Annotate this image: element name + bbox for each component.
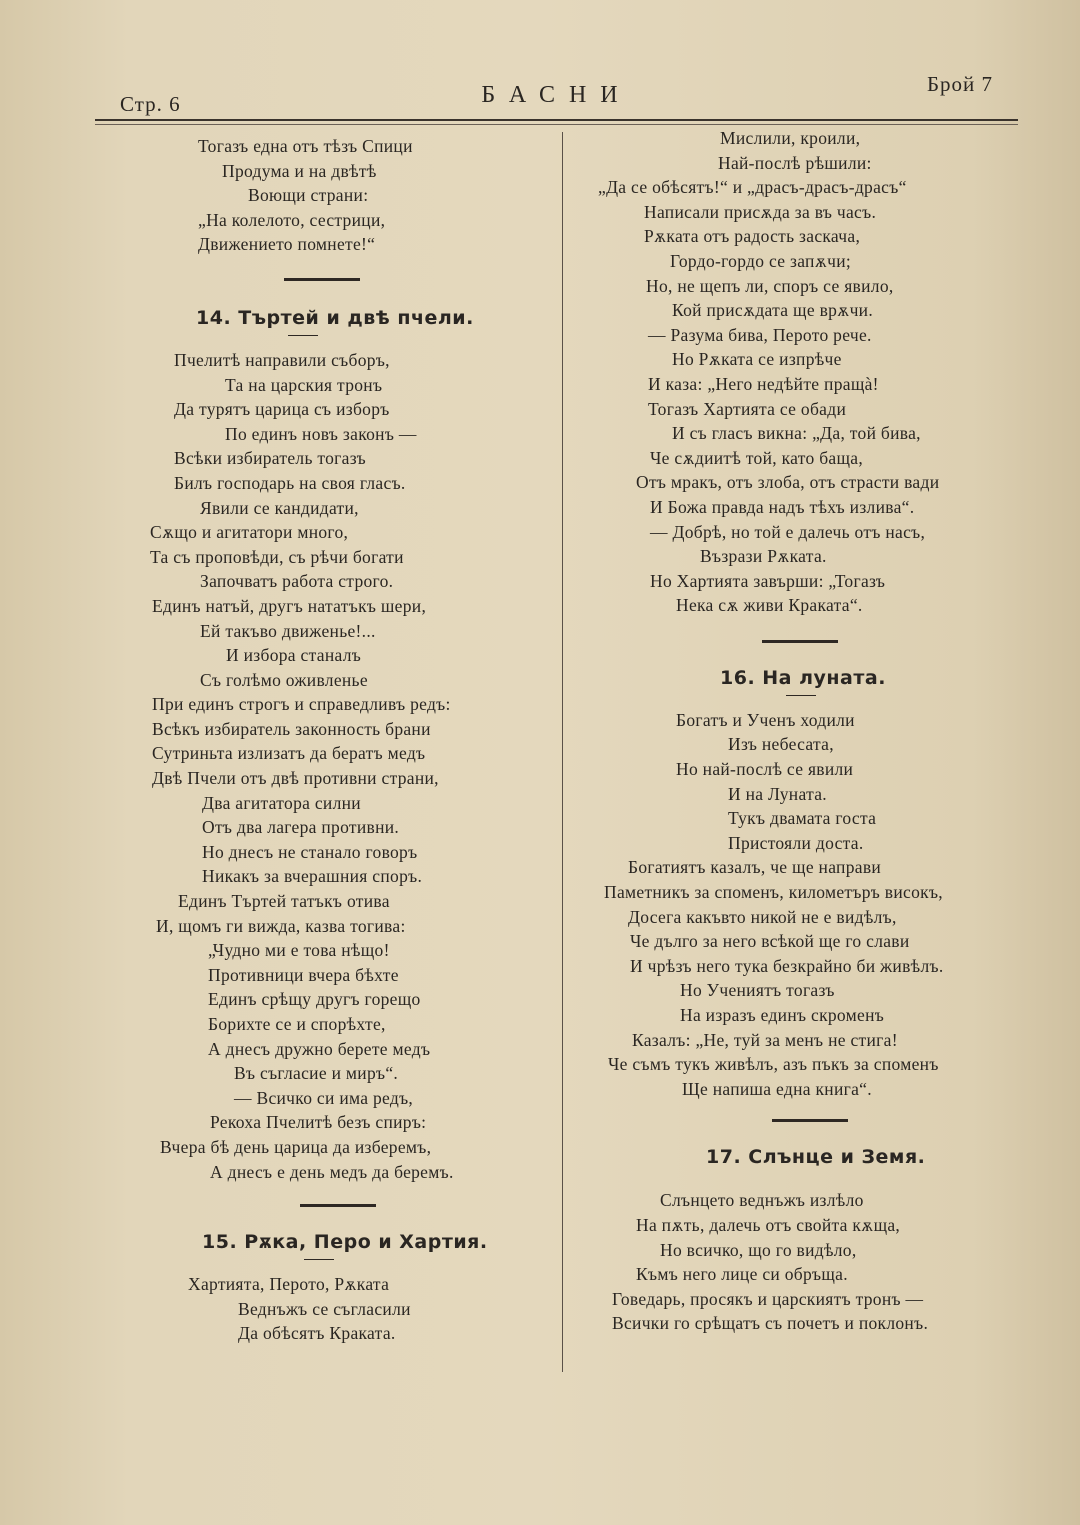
verse-line: Възрази Рѫката. (700, 546, 827, 567)
verse-line: Мислили, кроили, (720, 128, 861, 148)
verse-line: Нека сѫ живи Краката“. (676, 595, 863, 616)
column-divider (562, 132, 563, 1372)
verse-line: Воющи страни: (248, 185, 369, 206)
verse-line: Изъ небесата, (728, 734, 834, 755)
title-underline (304, 1259, 334, 1260)
verse-line: Написали присѫда за въ часъ. (644, 201, 877, 222)
verse-line: Продума и на двѣтѣ (222, 160, 377, 181)
verse-line: И чрѣзъ него тука безкрайно би живѣлъ. (630, 955, 944, 976)
fable-body (590, 708, 1030, 1102)
verse-line: А днесъ дружно берете медъ (208, 1038, 431, 1059)
verse-line: И съ гласъ викна: „Да, той бива, (672, 423, 921, 444)
verse-line: Досега какъвто никой не е видѣлъ, (628, 906, 897, 927)
verse-line: Вчера бѣ день царица да изберемъ, (160, 1136, 432, 1157)
verse-line: — Добрѣ, но той е далечь отъ насъ, (650, 521, 926, 542)
verse-line: Но, не щепъ ли, споръ се явило, (646, 275, 894, 296)
verse-line: Но Хартията завърши: „Тогазъ (650, 570, 886, 591)
verse-line: Хартията, Перото, Рѫката (188, 1274, 390, 1295)
verse-line: Единъ Търтей татъкъ отива (178, 891, 390, 912)
verse-line: Два агитатора силни (202, 792, 361, 813)
verse-line: Двѣ Пчели отъ двѣ противни страни, (152, 768, 439, 789)
verse-line: Най-послѣ рѣшили: (718, 152, 872, 173)
verse-line: Рекоха Пчелитѣ безъ спиръ: (210, 1112, 427, 1133)
verse-line: Въ съгласие и миръ“. (234, 1063, 399, 1084)
fable-title: 15. Рѫка, Перо и Хартия. (202, 1231, 488, 1254)
verse-line: Че сѫдиитѣ той, като баща, (650, 447, 863, 468)
verse-line: Богатъ и Ученъ ходили (676, 709, 855, 730)
verse-line: Билъ господарь на своя гласъ. (174, 472, 406, 493)
left-column (130, 134, 550, 1346)
intro-stanza (130, 134, 550, 257)
verse-line: На пѫть, далечь отъ свойта кѫща, (636, 1214, 901, 1235)
header-rule-thin (95, 124, 1018, 125)
verse-line: Движението помнете!“ (198, 234, 376, 255)
fable-title: 17. Слънце и Земя. (706, 1146, 926, 1169)
fable-body (130, 1272, 550, 1346)
verse-line: Говедарь, просякъ и царскиятъ тронъ — (612, 1288, 924, 1309)
verse-line: И, щомъ ги вижда, казва тогива: (156, 915, 406, 936)
verse-line: Ей такъво движенье!... (200, 620, 376, 641)
fable-body (130, 348, 550, 1184)
verse-line: Единъ срѣщу другъ горещо (208, 989, 421, 1010)
verse-line: Но Учениятъ тогазъ (680, 980, 835, 1001)
verse-line: Отъ мракъ, отъ злоба, отъ страсти вади (636, 472, 940, 493)
verse-line: Никакъ за вчерашния споръ. (202, 866, 423, 887)
verse-line: Та на царския тронъ (225, 374, 383, 395)
verse-line: Казалъ: „Не, туй за менъ не стига! (632, 1029, 898, 1050)
section-separator (284, 278, 360, 281)
verse-line: „Чудно ми е това нѣщо! (208, 940, 390, 961)
page-number: Стр. 6 (120, 92, 181, 116)
fable-body (590, 1188, 1030, 1336)
verse-line: Да турятъ царица съ изборъ (174, 399, 390, 420)
fable-title: 14. Търтей и двѣ пчели. (196, 306, 474, 329)
verse-line: Единъ натъй, другъ нататъкъ шери, (152, 595, 427, 616)
page-header (95, 70, 1018, 118)
section-separator (762, 640, 838, 643)
verse-line: Но всичко, що го видѣло, (660, 1239, 857, 1260)
verse-line: При единъ строгъ и справедливъ редъ: (152, 694, 451, 715)
title-underline (288, 335, 318, 336)
verse-line: — Разума бива, Перото рече. (648, 324, 872, 345)
verse-line: — Всичко си има редъ, (234, 1087, 414, 1108)
verse-line: И каза: „Него недѣйте пращà! (648, 373, 879, 394)
verse-line: Че съмъ тукъ живѣлъ, азъ пъкъ за споменъ (608, 1054, 939, 1075)
verse-line: „На колелото, сестрици, (198, 209, 386, 230)
section-title: БАСНИ (481, 82, 632, 108)
verse-line: Тукъ двамата госта (728, 808, 877, 829)
verse-line: Всѣкъ избиратель законность брани (152, 718, 431, 739)
verse-line: Слънцето веднъжъ излѣло (660, 1190, 864, 1211)
verse-line: Съ голѣмо оживленье (200, 669, 368, 690)
verse-line: Всички го срѣщатъ съ почетъ и поклонъ. (612, 1313, 929, 1334)
verse-line: Сѫщо и агитатори много, (150, 522, 349, 543)
header-rule (95, 119, 1018, 121)
fable-title: 16. На луната. (720, 666, 886, 689)
verse-line: Че дълго за него всѣкой ще го слави (630, 931, 910, 952)
verse-line: Отъ два лагера противни. (202, 817, 400, 838)
verse-line: Но Рѫката се изпрѣче (672, 349, 842, 370)
verse-line: И Божа правда надъ тѣхъ излива“. (650, 496, 915, 517)
verse-line: И избора станалъ (226, 645, 362, 666)
verse-line: Противници вчера бѣхте (208, 964, 399, 985)
verse-line: Борихте се и спорѣхте, (208, 1014, 386, 1034)
issue-number: Брой 7 (926, 72, 993, 96)
verse-line: „Да се обѣсятъ!“ и „драсъ-драсъ-драсъ“ (598, 177, 907, 198)
verse-line: Пчелитѣ направили съборъ, (174, 349, 390, 370)
right-column (590, 128, 1030, 1336)
verse-line: Пристояли доста. (728, 832, 864, 853)
section-separator (300, 1204, 376, 1207)
verse-line: И на Луната. (728, 783, 827, 804)
verse-line: Тогазъ Хартията се обади (648, 398, 847, 419)
verse-line: Да обѣсятъ Краката. (238, 1323, 396, 1344)
title-underline (786, 695, 816, 696)
verse-line: Къмъ него лице си обръща. (636, 1264, 848, 1285)
verse-line: А днесъ е день медъ да беремъ. (210, 1161, 454, 1182)
fable-body-continued (590, 126, 1030, 618)
verse-line: Всѣки избиратель тогазъ (174, 448, 366, 469)
verse-line: Сутриньта излизатъ да бератъ медъ (152, 743, 426, 764)
verse-line: На изразъ единъ скроменъ (680, 1005, 885, 1025)
verse-line: Започватъ работа строго. (200, 571, 394, 592)
verse-line: Гордо-гордо се запѫчи; (670, 250, 852, 271)
verse-line: Паметникъ за споменъ, километъръ високъ, (604, 882, 943, 903)
verse-line: Но най-послѣ се явили (676, 759, 854, 780)
verse-line: Но днесъ не станало говоръ (202, 841, 418, 862)
verse-line: Кой присѫдата ще врѫчи. (672, 300, 874, 321)
verse-line: Ще напиша една книга“. (682, 1078, 872, 1099)
verse-line: Веднъжъ се съгласили (238, 1298, 411, 1319)
verse-line: Явили се кандидати, (200, 497, 359, 518)
verse-line: Рѫката отъ радость заскача, (644, 226, 861, 247)
section-separator (772, 1119, 848, 1122)
verse-line: Та съ проповѣди, съ рѣчи богати (150, 546, 404, 567)
verse-line: Богатиятъ казалъ, че ще направи (628, 857, 882, 878)
verse-line: По единъ новъ законъ — (225, 423, 417, 444)
verse-line: Тогазъ една отъ тѣзъ Спици (198, 136, 413, 156)
